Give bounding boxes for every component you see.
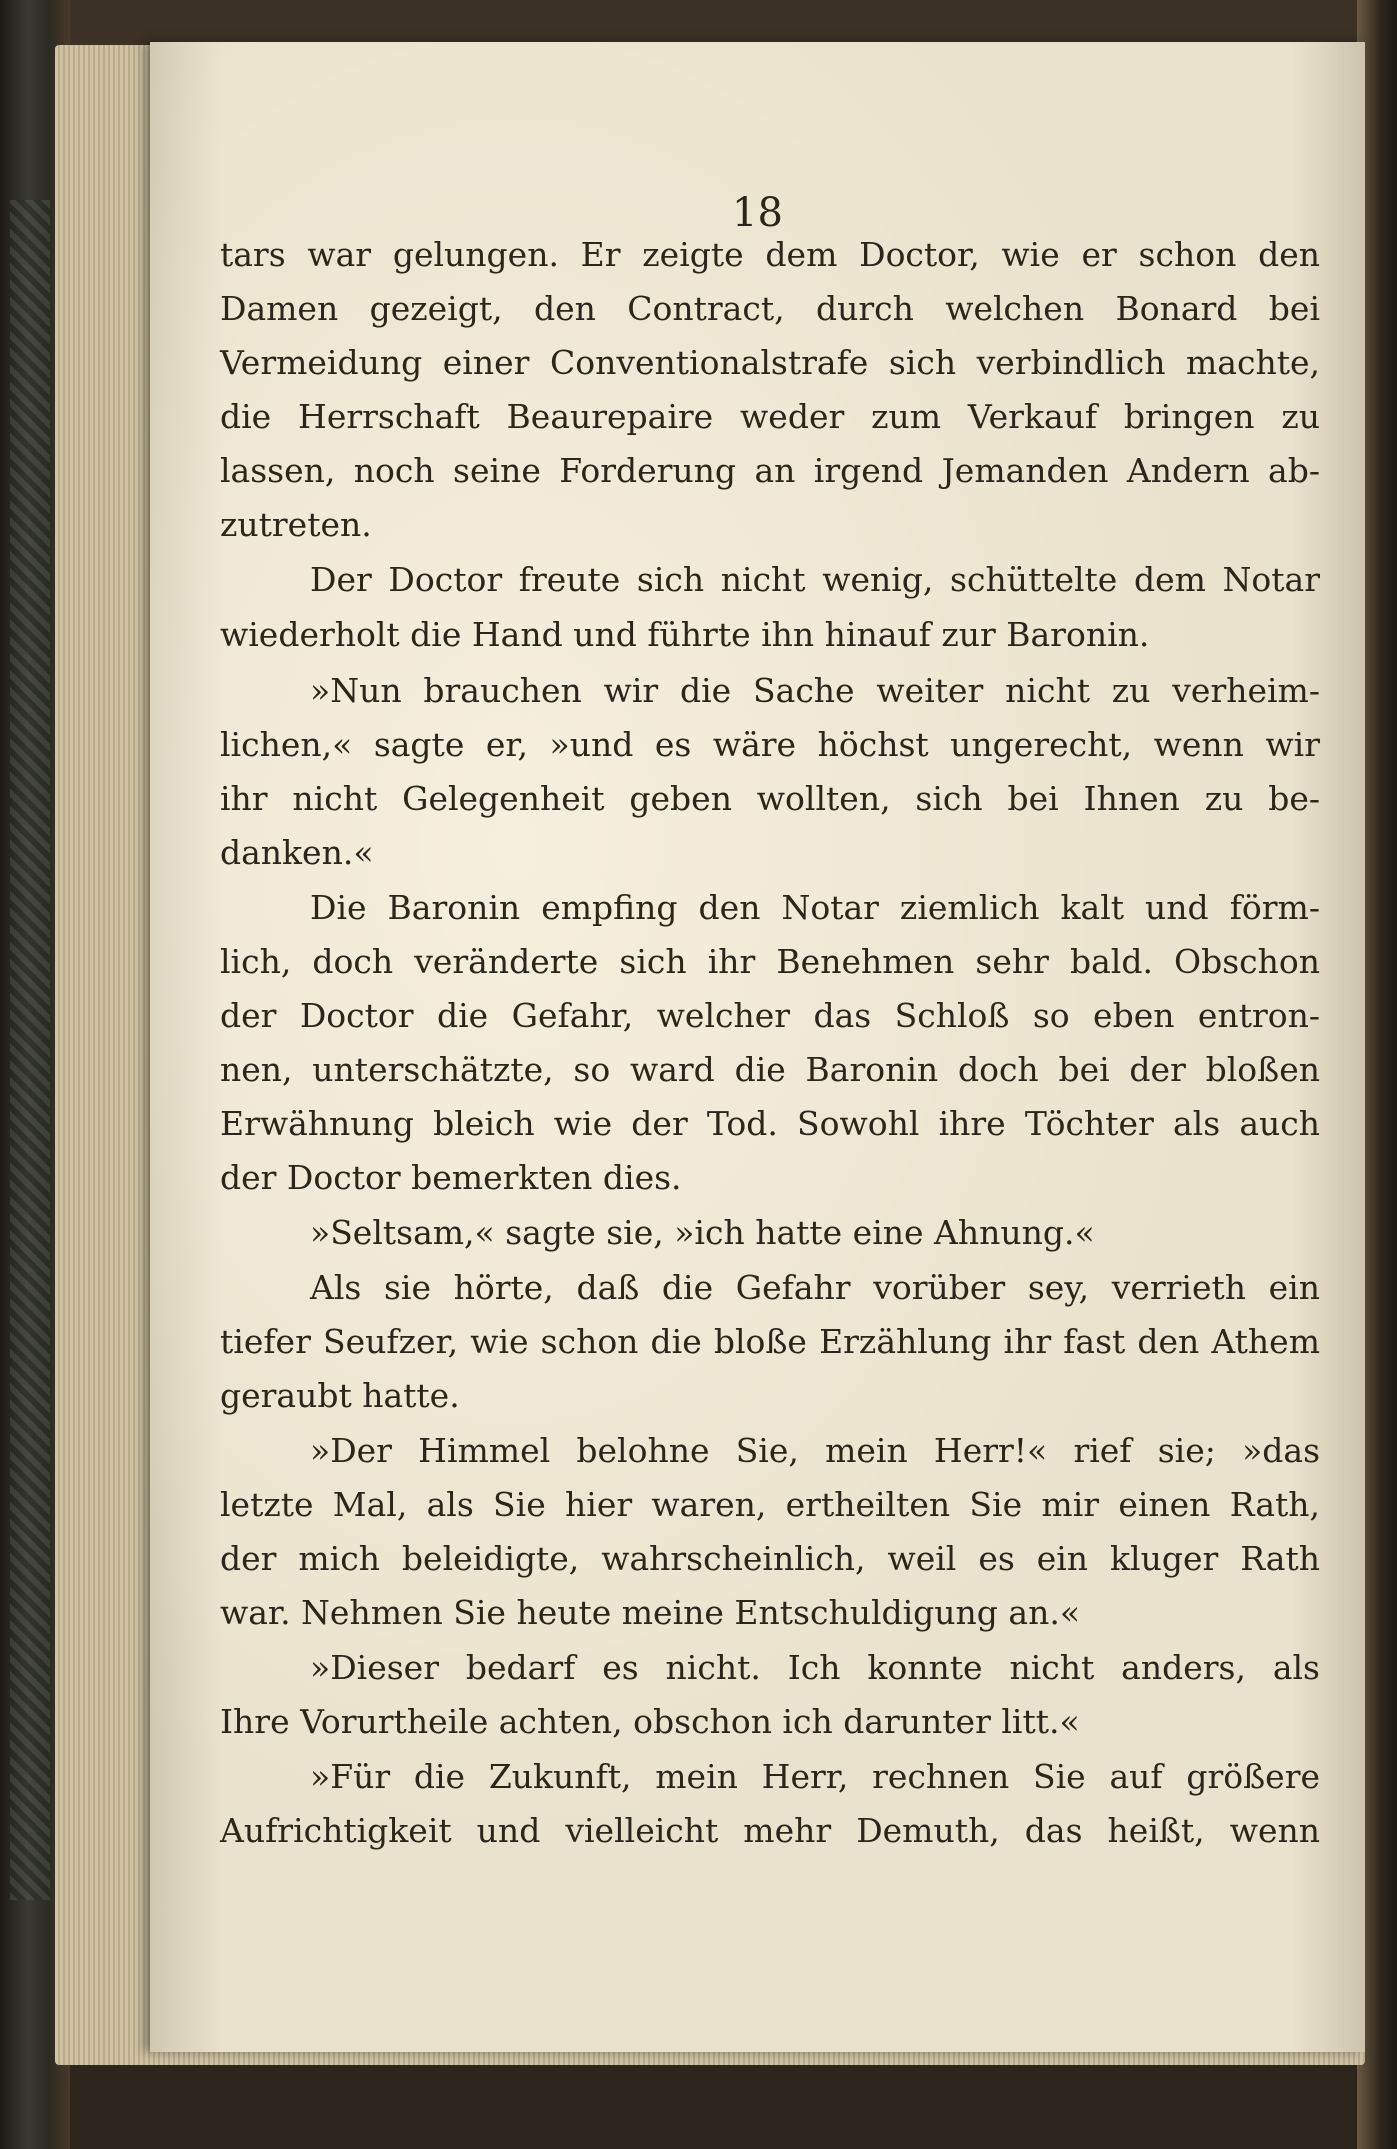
text-line: lassen, noch seine Forderung an irgend Jemanden Andern ab- <box>220 451 1320 490</box>
text-line: »Dieser bedarf es nicht. Ich konnte nicht anders, als <box>310 1648 1320 1687</box>
text-line: Aufrichtigkeit und vielleicht mehr Demuth, das heißt, wenn <box>220 1811 1320 1850</box>
text-line: Als sie hörte, daß die Gefahr vorüber sey, verrieth ein <box>310 1268 1320 1307</box>
text-line: der Doctor die Gefahr, welcher das Schloß so eben entron- <box>220 996 1320 1035</box>
text-line: letzte Mal, als Sie hier waren, ertheilten Sie mir einen Rath, <box>220 1485 1320 1524</box>
text-line: »Für die Zukunft, mein Herr, rechnen Sie auf größere <box>310 1757 1320 1796</box>
text-line: die Herrschaft Beaurepaire weder zum Verkauf bringen zu <box>220 397 1320 436</box>
text-line: geraubt hatte. <box>220 1376 460 1415</box>
text-line: »Der Himmel belohne Sie, mein Herr!« rief sie; »das <box>310 1431 1320 1470</box>
text-line: Damen gezeigt, den Contract, durch welchen Bonard bei <box>220 289 1320 328</box>
text-line: danken.« <box>220 833 374 872</box>
text-line: tiefer Seufzer, wie schon die bloße Erzählung ihr fast den Athem <box>220 1322 1320 1361</box>
text-line: tars war gelungen. Er zeigte dem Doctor, wie er schon den <box>220 235 1320 274</box>
text-line: nen, unterschätzte, so ward die Baronin doch bei der bloßen <box>220 1050 1320 1089</box>
text-line: Ihre Vorurtheile achten, obschon ich darunter litt.« <box>220 1702 1080 1741</box>
text-line: ihr nicht Gelegenheit geben wollten, sich bei Ihnen zu be- <box>220 779 1320 818</box>
page-number: 18 <box>732 190 783 236</box>
text-line: »Nun brauchen wir die Sache weiter nicht zu verheim- <box>310 671 1320 710</box>
text-line: zutreten. <box>220 505 372 544</box>
text-line: lichen,« sagte er, »und es wäre höchst ungerecht, wenn wir <box>220 725 1320 764</box>
text-line: Der Doctor freute sich nicht wenig, schüttelte dem Notar <box>310 560 1320 599</box>
text-line: der mich beleidigte, wahrscheinlich, weil es ein kluger Rath <box>220 1539 1320 1578</box>
text-line: lich, doch veränderte sich ihr Benehmen sehr bald. Obschon <box>220 942 1320 981</box>
text-line: »Seltsam,« sagte sie, »ich hatte eine Ahnung.« <box>310 1213 1095 1252</box>
text-line: war. Nehmen Sie heute meine Entschuldigung an.« <box>220 1593 1081 1632</box>
text-line: Vermeidung einer Conventionalstrafe sich verbindlich machte, <box>220 343 1320 382</box>
text-line: der Doctor bemerkten dies. <box>220 1158 682 1197</box>
text-line: wiederholt die Hand und führte ihn hinauf zur Baronin. <box>220 615 1150 654</box>
text-line: Erwähnung bleich wie der Tod. Sowohl ihre Töchter als auch <box>220 1104 1320 1143</box>
text-line: Die Baronin empfing den Notar ziemlich kalt und förm- <box>310 888 1320 927</box>
